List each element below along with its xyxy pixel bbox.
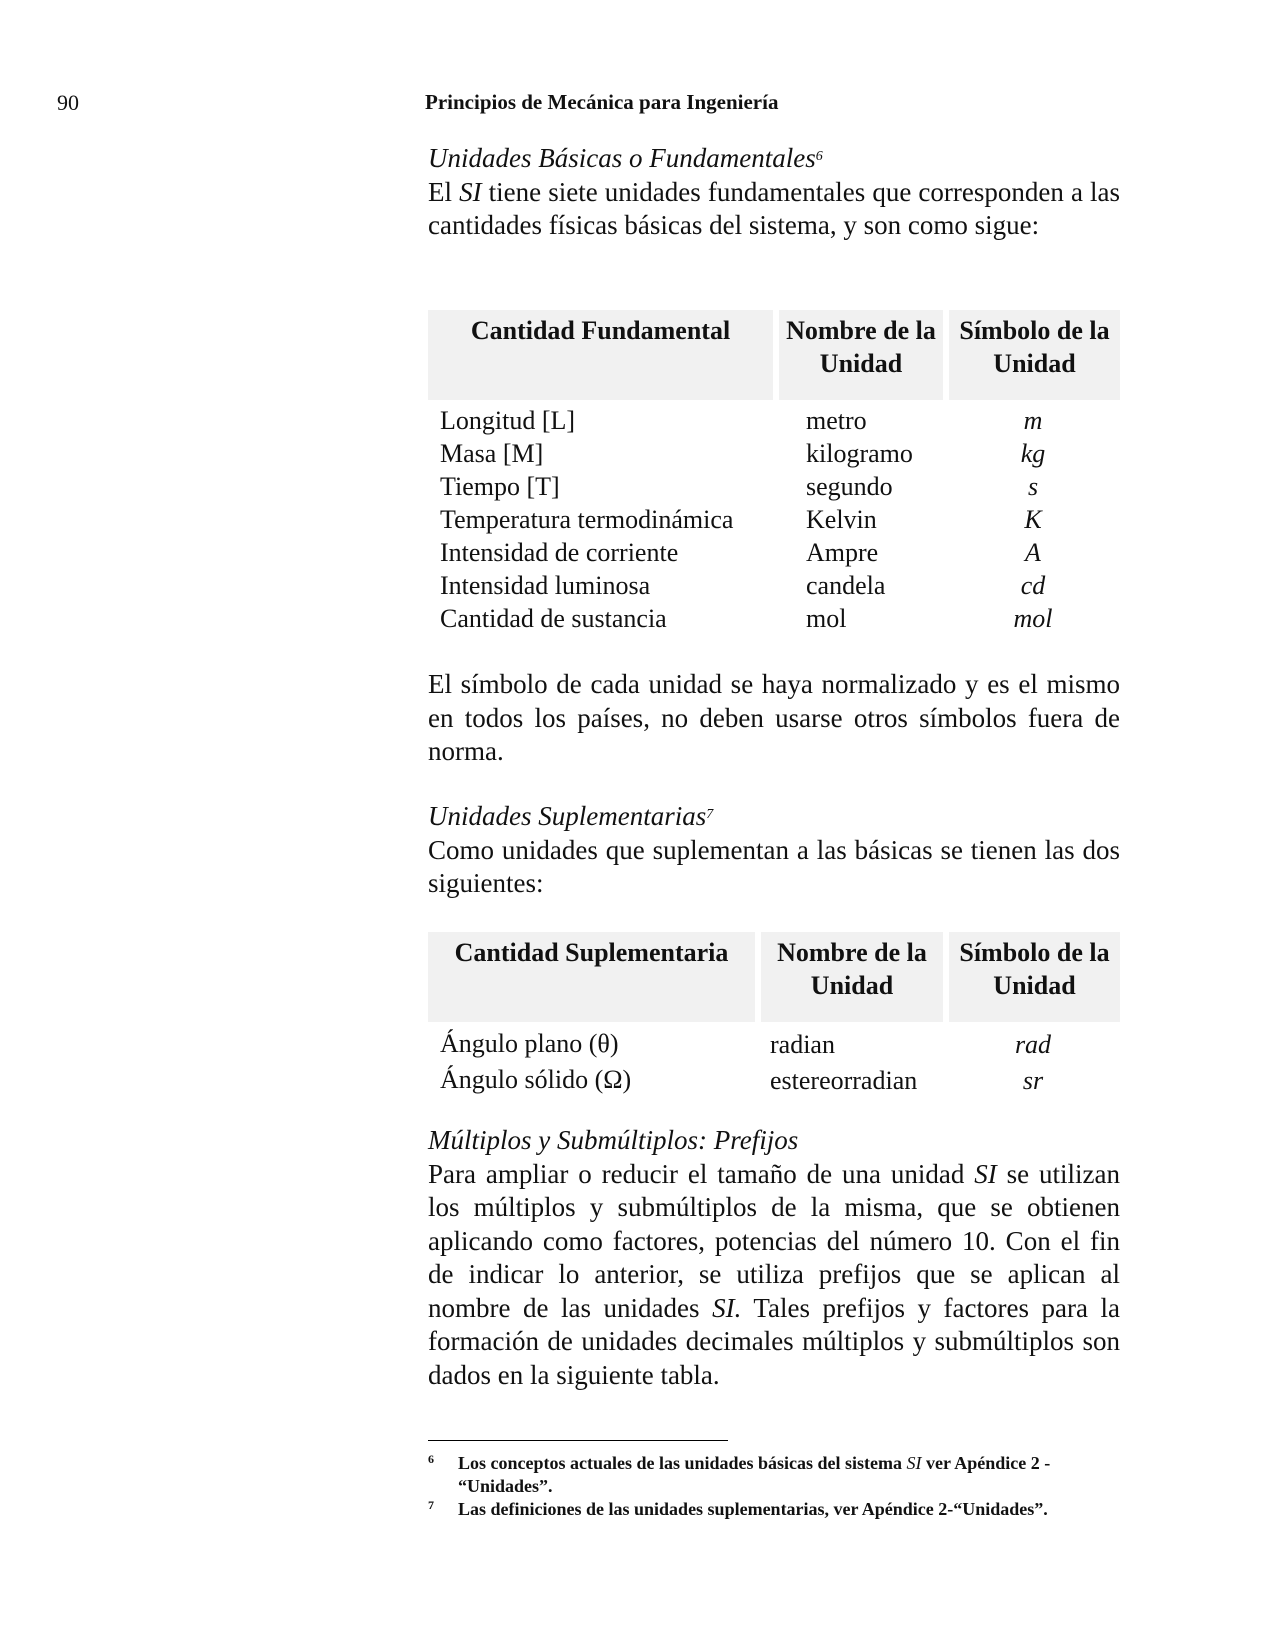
table-cell: cd: [1020, 571, 1046, 600]
table-cell: Ángulo sólido (Ω): [440, 1065, 632, 1094]
table-cell: Kelvin: [806, 505, 877, 534]
table-cell: metro: [806, 406, 867, 435]
table-row: [428, 1022, 1120, 1062]
table-cell: kg: [1020, 439, 1046, 468]
table-cell: Ángulo plano (θ): [440, 1029, 619, 1058]
table-cell: K: [1024, 505, 1042, 534]
table-row: [428, 437, 1120, 470]
footnote: 6 Los conceptos actuales de las unidades básicas del sistema SI ver Apéndice 2 - “Unidades”.: [428, 1452, 1120, 1498]
table-cell: rad: [1014, 1029, 1052, 1059]
table-cell: Intensidad luminosa: [440, 571, 651, 600]
table-row: [428, 503, 1120, 536]
footnote: 7 Las definiciones de las unidades suplementarias, ver Apéndice 2-“Unidades”.: [428, 1498, 1120, 1521]
table-cell: s: [1027, 472, 1039, 501]
section-heading: Unidades Básicas o Fundamentales$^6$: [428, 143, 823, 173]
column-header: Nombre de la Unidad: [776, 310, 946, 400]
table-row: [428, 470, 1120, 503]
table-cell: mol: [806, 604, 847, 633]
footnote-ref: 7: [706, 807, 714, 822]
table-cell: Cantidad de sustancia: [440, 604, 667, 633]
section-prefixes: [428, 1124, 1120, 1392]
table-header-row: [428, 932, 1120, 1022]
table-row: [428, 536, 1120, 569]
column-header: Cantidad Suplementaria: [428, 932, 758, 1022]
table-cell: m: [1023, 406, 1043, 435]
table-cell: Intensidad de corriente: [440, 538, 679, 567]
table-cell: radian: [770, 1029, 835, 1059]
table-row: [428, 569, 1120, 602]
table-cell: Tiempo [T]: [440, 472, 560, 501]
table-cell: candela: [806, 571, 886, 600]
footnote-mark: 6: [428, 1452, 434, 1466]
column-header: Nombre de la Unidad: [758, 932, 946, 1022]
table-header-row: [428, 310, 1120, 400]
table-cell: mol: [1013, 604, 1053, 633]
section-heading: Unidades Suplementarias$^7$: [428, 801, 714, 831]
column-header: Símbolo de la Unidad: [946, 310, 1120, 400]
footnote-rule: [428, 1440, 728, 1441]
table-cell: Temperatura termodinámica: [440, 505, 734, 534]
table-row: [428, 602, 1120, 635]
column-header: Símbolo de la Unidad: [946, 932, 1120, 1022]
table-cell: segundo: [806, 472, 893, 501]
page-number: 90: [57, 90, 79, 115]
section-heading: Múltiplos y Submúltiplos: Prefijos: [428, 1125, 799, 1155]
supplementary-paragraph: Como unidades que suplementan a las básicas se tienen las dos siguientes:: [428, 834, 1120, 898]
footnote-ref: 6: [815, 149, 823, 164]
section-fundamental-units: [428, 142, 1120, 243]
intro-paragraph: El SI tiene siete unidades fundamentales que corresponden a las cantidades físicas básicas del sistema, y son como sigue:: [428, 176, 1120, 240]
column-header: Cantidad Fundamental: [428, 310, 776, 400]
table-row: [428, 1062, 1120, 1098]
prefixes-paragraph: Para ampliar o reducir el tamaño de una unidad SI se utilizan los múltiplos y submúltiplos de la misma, que se obtienen aplicando como factores, potencias del número 10. Con el fin de indicar lo anterior, se utiliza prefijos que se aplican al nombre de las unidades SI. Tales prefijos y factores para la formación de unidades decimales múltiplos y submúltiplos son dados en la siguiente tabla.: [428, 1158, 1120, 1390]
table-row: [428, 400, 1120, 437]
supplementary-units-table: [428, 932, 1120, 1098]
fundamental-units-table: [428, 310, 1120, 635]
table-cell: sr: [1022, 1065, 1044, 1095]
footnote-mark: 7: [428, 1498, 434, 1512]
running-title: Principios de Mecánica para Ingeniería: [425, 90, 779, 114]
footnotes: [428, 1452, 1120, 1521]
table-cell: Masa [M]: [440, 439, 544, 468]
section-supplementary-units: [428, 800, 1120, 901]
table-cell: estereorradian: [770, 1065, 918, 1095]
symbols-paragraph: El símbolo de cada unidad se haya normalizado y es el mismo en todos los países, no deben usarse otros símbolos fuera de norma.: [428, 669, 1120, 766]
table-cell: Ampre: [806, 538, 879, 567]
symbols-paragraph-block: [428, 668, 1120, 769]
table-cell: A: [1025, 538, 1041, 567]
table-cell: kilogramo: [806, 439, 913, 468]
table-cell: Longitud [L]: [440, 406, 576, 435]
